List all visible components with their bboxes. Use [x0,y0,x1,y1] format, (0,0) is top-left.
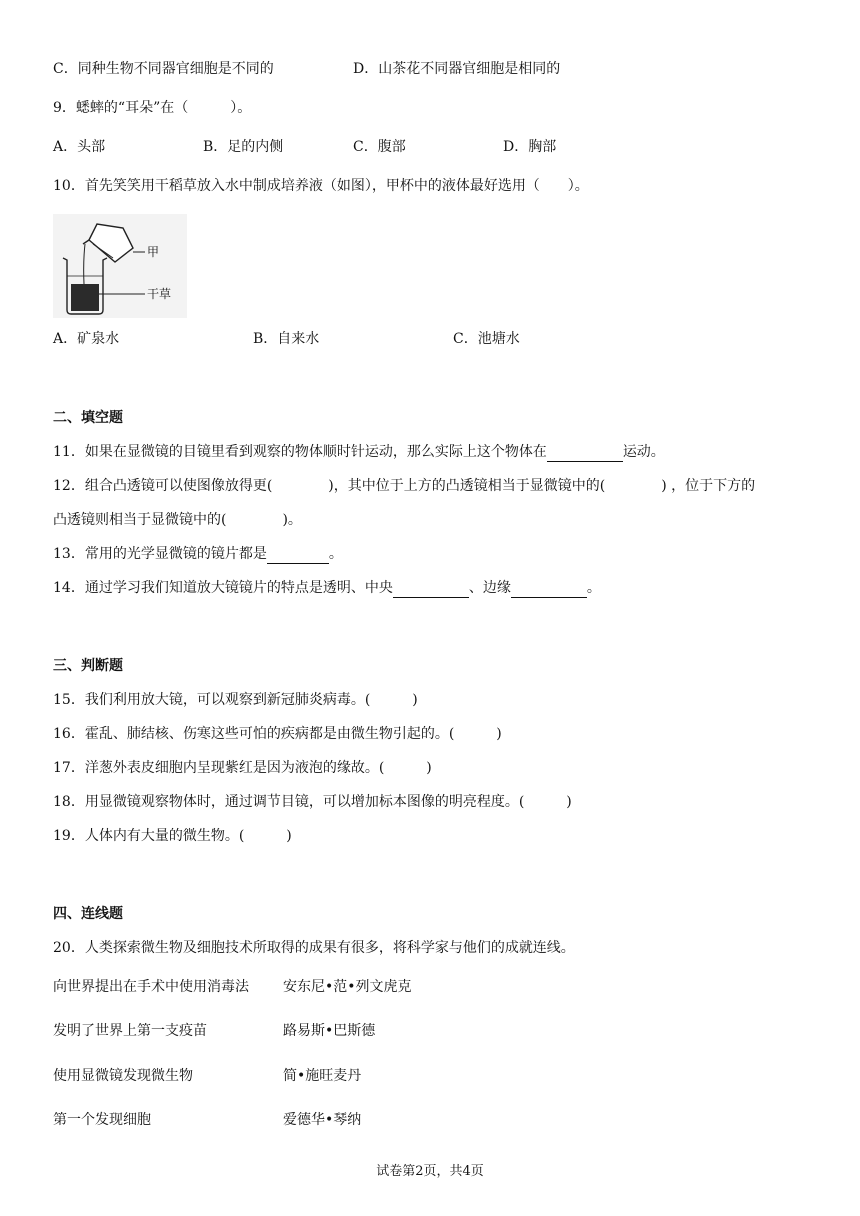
q17: 17．洋葱外表皮细胞内呈现紫红是因为液泡的缘故。( ) [53,760,432,776]
q10-option-a: A．矿泉水 [53,331,120,347]
match-right-1: 安东尼•范•列文虎克 [283,979,412,995]
match-right-4: 爱德华•琴纳 [283,1112,362,1128]
q13-text-after: 。 [328,546,343,562]
match-right-2: 路易斯•巴斯德 [283,1023,376,1039]
figure-label-jia: 甲 [147,245,160,259]
q11 [53,442,665,462]
match-left-1: 向世界提出在手术中使用消毒法 [53,979,249,995]
q16: 16．霍乱、肺结核、伤寒这些可怕的疾病都是由微生物引起的。( ) [53,726,502,742]
match-left-3: 使用显微镜发现微生物 [53,1068,193,1084]
q8-option-c: C．同种生物不同器官细胞是不同的 [53,61,274,77]
match-right-3: 简•施旺麦丹 [283,1068,362,1084]
q15: 15．我们利用放大镜，可以观察到新冠肺炎病毒。( ) [53,692,418,708]
q14-text-middle: 、边缘 [468,580,511,596]
q13-text-before: 13．常用的光学显微镜的镜片都是 [53,546,267,562]
q14-text-after: 。 [586,580,601,596]
page-footer: 试卷第2页，共4页 [376,1164,484,1179]
section-title-matching: 四、连线题 [53,906,123,922]
q14-blank-edge [511,581,587,598]
figure-label-gancao: 干草 [147,287,172,301]
q8-option-d: D．山茶花不同器官细胞是相同的 [353,61,561,77]
q14-text-before: 14．通过学习我们知道放大镜镜片的特点是透明、中央 [53,580,393,596]
beaker-illustration [53,214,187,318]
q14-blank-center [393,581,469,598]
q11-text-before: 11．如果在显微镜的目镜里看到观察的物体顺时针运动，那么实际上这个物体在 [53,444,547,460]
q18: 18．用显微镜观察物体时，通过调节目镜，可以增加标本图像的明亮程度。( ) [53,794,572,810]
q10-beaker-figure [53,214,187,318]
q11-text-after: 运动。 [622,444,665,460]
q9-stem: 9．蟋蟀的“耳朵”在（ ）。 [53,100,252,116]
q13-blank [267,547,329,564]
q9-option-a: A．头部 [53,139,106,155]
q20-stem: 20．人类探索微生物及细胞技术所取得的成果有很多，将科学家与他们的成就连线。 [53,940,575,956]
match-left-2: 发明了世界上第一支疫苗 [53,1023,207,1039]
q9-option-c: C．腹部 [353,139,406,155]
q10-stem: 10．首先笑笑用干稻草放入水中制成培养液（如图），甲杯中的液体最好选用（ ）。 [53,178,589,194]
section-title-fill-blank: 二、填空题 [53,410,123,426]
q10-option-c: C．池塘水 [453,331,520,347]
q19: 19．人体内有大量的微生物。( ) [53,828,292,844]
q9-option-b: B．足的内侧 [203,139,284,155]
q14 [53,578,601,598]
match-left-4: 第一个发现细胞 [53,1112,151,1128]
q10-option-b: B．自来水 [253,331,320,347]
section-title-true-false: 三、判断题 [53,658,123,674]
q13 [53,544,343,564]
q12-line2: 凸透镜则相当于显微镜中的( )。 [53,512,302,528]
q12-line1: 12．组合凸透镜可以使图像放得更( )，其中位于上方的凸透镜相当于显微镜中的( ) ，位于下方的 [53,478,756,494]
q11-blank [547,445,623,462]
q9-option-d: D．胸部 [503,139,557,155]
